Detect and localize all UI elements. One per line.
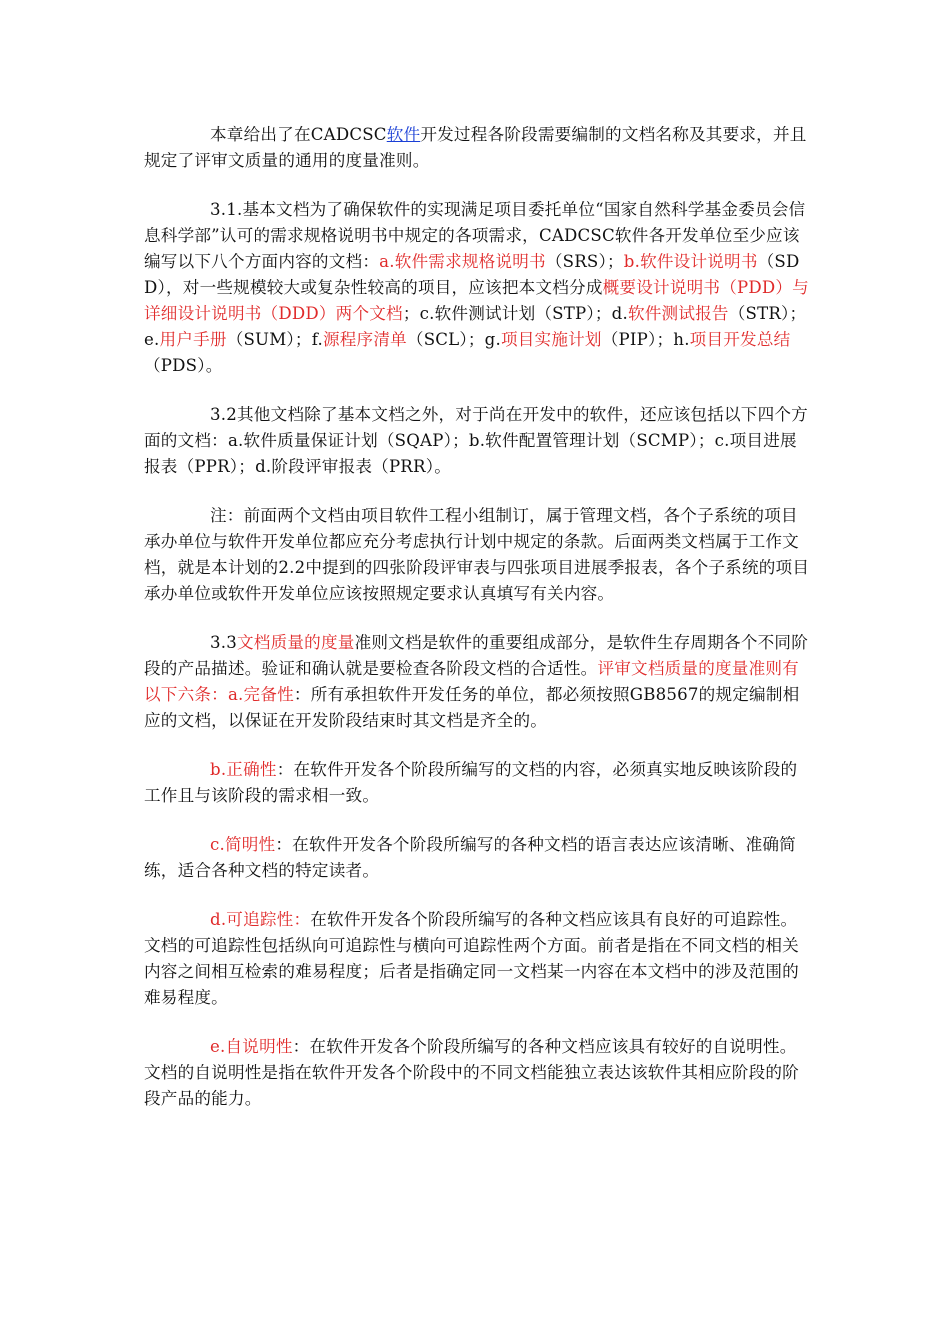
traceability-label: d.可追踪性： xyxy=(210,910,311,929)
paragraph-self-descriptiveness xyxy=(144,1034,812,1112)
correctness-text: ：在软件开发各个阶段所编写的文档的内容，必须真实地反映该阶段的工作且与该阶段的需求相一致。 xyxy=(144,760,798,805)
basic-docs-text-9: （PDS）。 xyxy=(144,356,223,375)
basic-docs-text-1: 3.1.基本文档为了确保软件的实现满足项目委托单位“国家自然科学基金委员会信息科学部”认可的需求规格说明书中规定的各项需求，CADCSC软件各开发单位至少应该编写以下八个方面内容的文档： xyxy=(144,200,806,271)
basic-docs-text-5: （STR）；e. xyxy=(144,304,807,349)
self-descriptiveness-text: ：在软件开发各个阶段所编写的各种文档应该具有较好的自说明性。文档的自说明性是指在软件开发各个阶段中的不同文档能独立表达该软件其相应阶段的阶段产品的能力。 xyxy=(144,1037,799,1108)
conciseness-text: ：在软件开发各个阶段所编写的各种文档的语言表达应该清晰、准确简练，适合各种文档的特定读者。 xyxy=(144,835,796,880)
sdd-label: b.软件设计说明书 xyxy=(623,252,758,271)
basic-docs-text-2: （SRS）； xyxy=(545,252,624,271)
quality-text-3: ：所有承担软件开发任务的单位，都必须按照GB8567的规定编制相应的文档，以保证在开发阶段结束时其文档是齐全的。 xyxy=(144,685,800,730)
paragraph-correctness xyxy=(144,757,812,809)
pip-label: 项目实施计划 xyxy=(500,330,602,349)
sum-label: 用户手册 xyxy=(159,330,227,349)
paragraph-other-docs xyxy=(144,402,812,480)
paragraph-traceability xyxy=(144,907,812,1011)
str-label: 软件测试报告 xyxy=(627,304,729,323)
other-docs-text: 3.2其他文档除了基本文档之外，对于尚在开发中的软件，还应该包括以下四个方面的文档：a.软件质量保证计划（SQAP）；b.软件配置管理计划（SCMP）；c.项目进展报表（PPR）；d.阶段评审报表（PRR）。 xyxy=(144,405,808,476)
paragraph-note xyxy=(144,503,812,607)
basic-docs-text-8: （PIP）；h. xyxy=(601,330,690,349)
srs-label: a.软件需求规格说明书 xyxy=(379,252,546,271)
basic-docs-text-3: （SDD），对一些规模较大或复杂性较高的项目，应该把本文档分成 xyxy=(144,252,800,297)
paragraph-conciseness xyxy=(144,832,812,884)
basic-docs-text-7: （SCL）；g. xyxy=(406,330,501,349)
traceability-text: 在软件开发各个阶段所编写的各种文档应该具有良好的可追踪性。文档的可追踪性包括纵向可追踪性与横向可追踪性两个方面。前者是指在不同文档的相关内容之间相互检索的难易程度；后者是指确定同一文档某一内容在本文档中的涉及范围的难易程度。 xyxy=(144,910,799,1007)
paragraph-basic-docs xyxy=(144,197,812,379)
intro-text-2: 开发过程各阶段需要编制的文档名称及其要求，并且规定了评审文质量的通用的度量准则。 xyxy=(144,125,807,170)
note-text: 注：前面两个文档由项目软件工程小组制订，属于管理文档，各个子系统的项目承办单位与软件开发单位都应充分考虑执行计划中规定的条款。后面两类文档属于工作文档，就是本计划的2.2中提到的四张阶段评审表与四张项目进展季报表，各个子系统的项目承办单位或软件开发单位应该按照规定要求认真填写有关内容。 xyxy=(144,506,810,603)
quality-text-2: 准则文档是软件的重要组成部分，是软件生存周期各个不同阶段的产品描述。验证和确认就是要检查各阶段文档的合适性。 xyxy=(144,633,808,678)
paragraph-intro xyxy=(144,122,812,174)
software-link[interactable]: 软件 xyxy=(386,125,421,144)
correctness-label: b.正确性 xyxy=(210,760,277,779)
quality-text-1: 3.3 xyxy=(210,633,237,652)
intro-text-1: 本章给出了在CADCSC xyxy=(210,125,387,144)
self-descriptiveness-label: e.自说明性 xyxy=(210,1037,293,1056)
scl-label: 源程序清单 xyxy=(322,330,407,349)
conciseness-label: c.简明性 xyxy=(210,835,276,854)
pds-label: 项目开发总结 xyxy=(689,330,791,349)
paragraph-quality-metrics xyxy=(144,630,812,734)
pdd-ddd-label: 概要设计说明书（PDD）与详细设计说明书（DDD）两个文档 xyxy=(144,278,809,323)
quality-metric-label: 文档质量的度量 xyxy=(237,633,355,652)
basic-docs-text-4: ；c.软件测试计划（STP）；d. xyxy=(402,304,628,323)
document-page xyxy=(144,122,812,1135)
basic-docs-text-6: （SUM）；f. xyxy=(226,330,323,349)
completeness-label: 评审文档质量的度量准则有以下六条：a.完备性 xyxy=(144,659,799,704)
